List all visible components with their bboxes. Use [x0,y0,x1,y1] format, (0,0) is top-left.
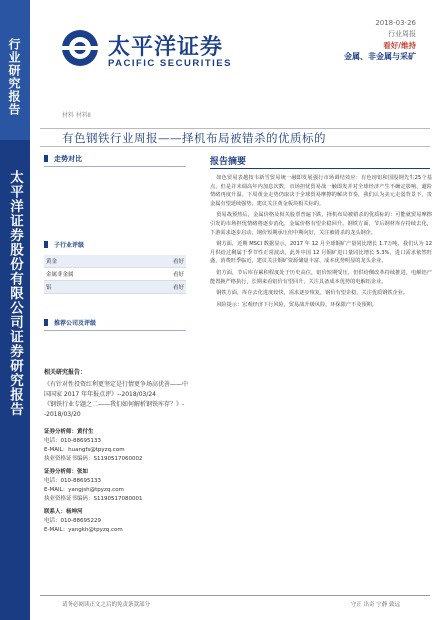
rating-cell-name: 铝 [44,281,140,294]
footer-disclaimer: 请务必阅读正文之后的免责条款部分 [62,602,151,608]
contact-heading [44,428,190,437]
contact-license: 执业资格证书编码：S1190517080001 [44,496,143,502]
summary-paragraph: 钢铁方面，库存去化进度较快，需求逐步恢复，钢价有望企稳，关注优质钢铁企业。 [216,290,409,297]
summary-rule [210,168,430,169]
contact-name: 张如 [77,469,89,475]
summary-paragraph: 风险提示：宏观经济下行风险，贸易战升级风险，环保限产不及预期。 [216,301,378,308]
summary-body [210,174,432,312]
trend-rule [44,166,186,167]
trend-heading-label: 走势对比 [54,155,82,163]
industry: 金属、非金属与采矿 [344,52,416,61]
contact-name: 黄付生 [77,429,94,435]
title-rule-bottom [40,146,430,147]
rating-cell-value: 看好 [140,268,186,281]
table-row [44,281,186,294]
contact-role: 证券分析师： [44,469,78,475]
summary-paragraph: 贸易战预热后，金属价格及相关股票普遍下跌，择机布局被错杀的优质标的：可能就贸易摩擦引发的市场担忧情绪将逐步消化，金属价格有望企稳回升。钢铁方面，节后钢材库存持续去化，下游需求逐步启动，钢价短期承压但中期向好，关注被错杀的龙头钢企。 [210,212,432,236]
rating-cell-name: 金属非金属 [44,268,140,281]
header-meta [344,18,416,62]
brand-name-en: PACIFIC SECURITIES [108,58,232,69]
summary-paragraph: 钢方面，近期 MSCI 数据显示，2017 年 12 月全球铜矿产量同比增长 1.7万吨，我们认为 12 月供给过剩属于季节性正常波动，此外中国 12 月铜矿进口量同比增长 5.3%，进口需求依然旺盛，消费旺季临近，建议关注铜矿资源储量丰富、成本优势明显的龙头企业。 [210,241,432,265]
contact-heading [44,508,190,517]
rating-heading [44,240,84,249]
trend-heading [44,154,82,164]
contact-phone: 电话：010-88695133 [44,438,101,444]
analyst-contacts [44,428,190,535]
table-row [44,268,186,281]
recommend-heading [44,318,96,327]
contact-email[interactable]: E-MAIL：yangjsh@tpyzq.com [44,487,124,493]
related-title: 相关研究报告： [44,369,87,376]
rating: 看好/维持 [383,41,416,50]
rating-table [44,255,186,294]
report-tags: 材料 材料Ⅱ [62,112,91,119]
band-company-text: 太平洋证券股份有限公司证券研究报告 [7,170,23,417]
recommend-heading-label: 推荐公司及评级 [54,320,97,327]
rating-cell-value: 看好 [140,255,186,268]
band-top-text: 行业研究报告 [7,38,21,116]
title-rule-top [40,128,430,129]
summary-paragraph: 铝方面，节后库存累积程度处于历史高位，铝价短期受压，但供给侧改革持续推进，电解铝产能置换严格执行，长期来看铝价有望回升，关注具备成本优势的电解铝企业。 [210,269,432,285]
list-item: 《钢铁行业专题之二——我们如何解析钢铁库存？》--2018/03/20 [44,401,185,418]
contact-role: 证券分析师： [44,429,78,435]
contact-email[interactable]: E-MAIL：huangfs@tpyzq.com [44,447,125,453]
footer-rule [40,595,430,596]
footer-motto: 守正 出奇 宁静 致远 [350,602,400,608]
pacific-logo-icon [60,28,100,68]
contact-name: 杨坤河 [66,509,83,515]
contact-phone: 电话：010-88695229 [44,518,101,524]
report-type: 行业周报 [388,30,416,38]
report-date: 2018-03-26 [375,19,416,27]
rating-heading-label: 子行业评级 [54,242,85,249]
summary-paragraph: 如色贸易表越按韦新雪贸易统一融即发展强行市场调结效应：有色镑铝和国股钢先生25个基点，但是并未调高年内加息次数，市场担忧贸易战一触即发并对全球经济产生不确定影响，避险情绪再度升温。下周黄金走势仍取决于全球贸易摩擦的解决节奏，我们认为美元走弱背景下，贵金属有望延续强势，建议关注黄金板块相关标的。 [210,175,432,207]
contact-phone: 电话：010-88695133 [44,478,101,484]
rating-cell-name: 黄金 [44,255,140,268]
contact-license: 执业资格证书编码：S1190517060002 [44,456,143,462]
summary-heading: 报告摘要 [210,157,247,167]
contact-heading [44,468,190,477]
recommend-rule [44,330,186,331]
brand-name-cn: 太平洋证券 [108,35,224,60]
rating-cell-value: 看好 [140,281,186,294]
contact-email[interactable]: E-MAIL：yangkh@tpyzq.com [44,527,123,533]
list-item: 《有针对性投资红利更坚定是行情更争场高优善——中国国家 2017 年年报点评》--2018/03/24 [44,381,189,398]
report-title: 有色钢铁行业周报——择机布局被错杀的优质标的 [62,131,326,145]
contact-role: 联系人： [44,509,67,515]
table-row [44,255,186,268]
related-reports [44,368,190,420]
